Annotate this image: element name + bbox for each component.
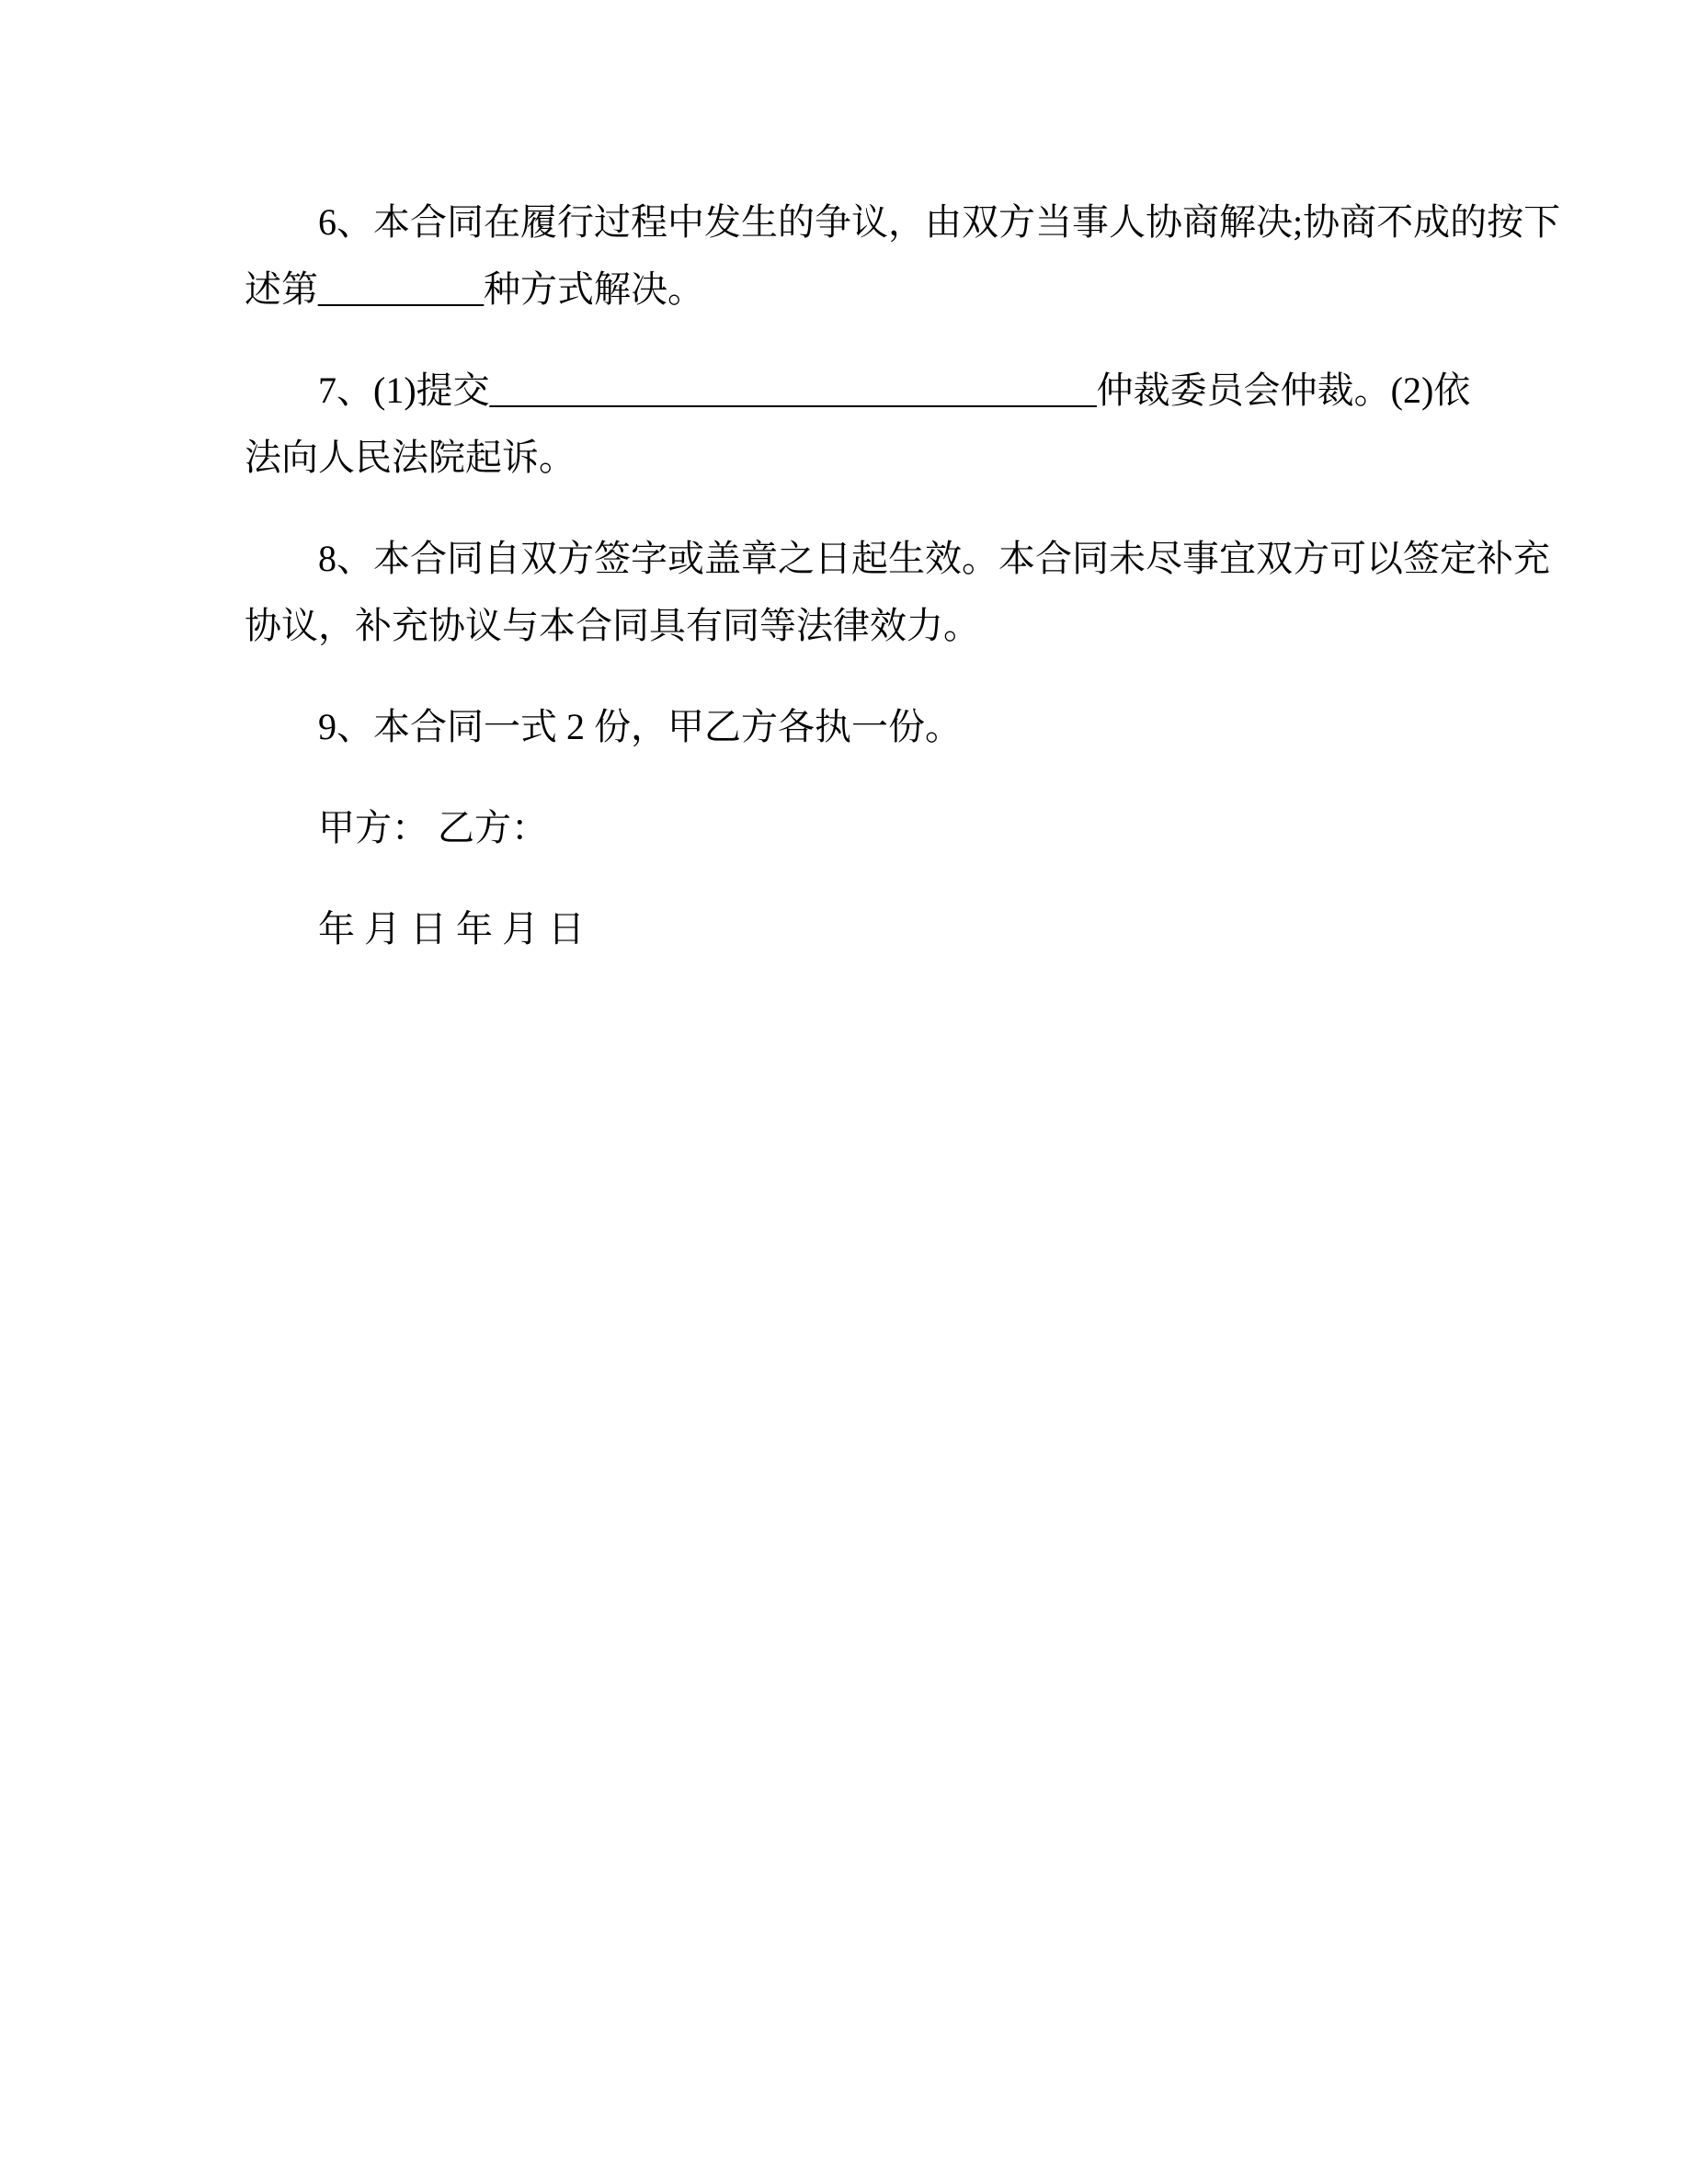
year-month-day-labels: 年 月 日 年 月 日 [318,908,585,950]
signature-line [245,794,1532,861]
contract-text-block [245,188,1561,996]
clause-6-line-1: 6、本合同在履行过程中发生的争议，由双方当事人协商解决;协商不成的按下 [318,201,1561,243]
clause-7-line-1: 7、(1)提交_________________________________仲裁委员会仲裁。(2)依 [318,370,1471,411]
clause-8-line-2: 协议，补充协议与本合同具有同等法律效力。 [245,605,980,646]
clause-8-line-1: 8、本合同自双方签字或盖章之日起生效。本合同未尽事宜双方可以签定补充 [318,538,1550,579]
clause-8 [245,525,1550,659]
clause-7 [245,357,1532,491]
clause-6-line-2: 述第_________种方式解决。 [245,268,704,310]
clause-9 [245,693,1532,760]
party-a-party-b-labels: 甲方： 乙方： [318,807,548,848]
clause-9-line-1: 9、本合同一式 2 份，甲乙方各执一份。 [318,706,962,747]
date-line [245,895,1532,962]
clause-6 [245,188,1561,323]
clause-7-line-2: 法向人民法院起诉。 [245,437,576,478]
